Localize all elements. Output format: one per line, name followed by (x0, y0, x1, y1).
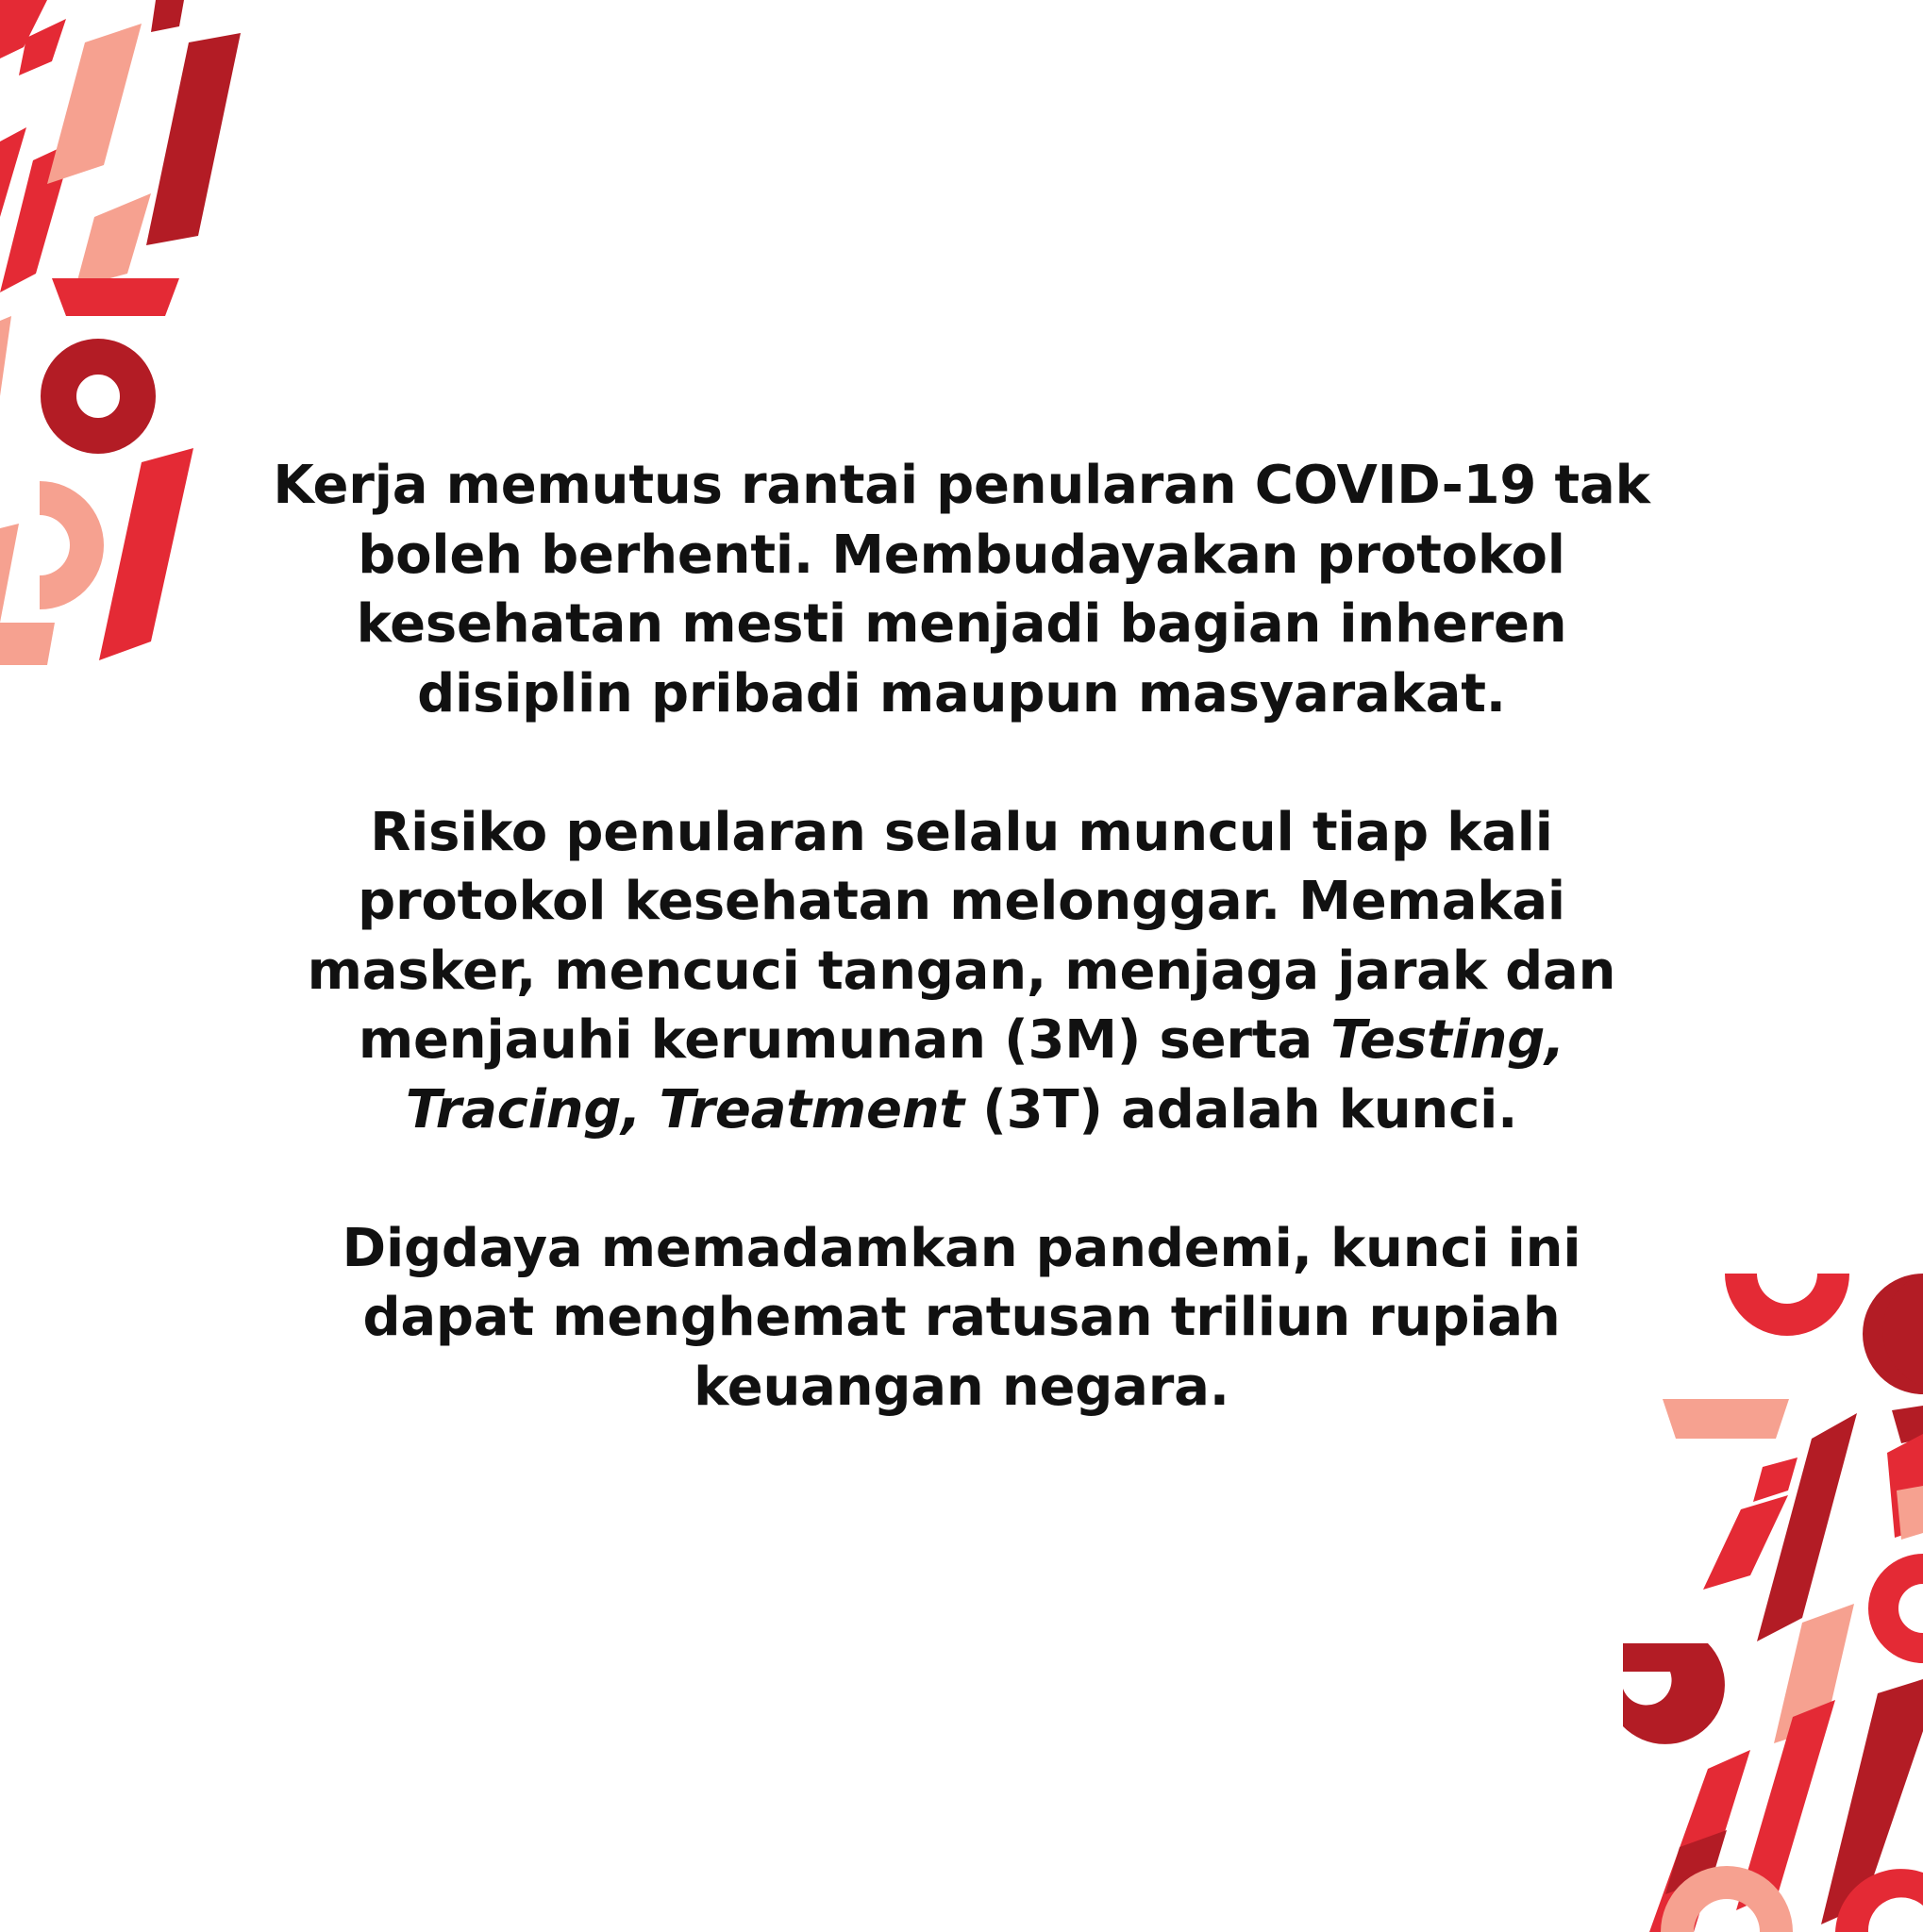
paragraph-2 (264, 798, 1659, 1145)
paragraph-2-line-5 (264, 1075, 1659, 1145)
paragraph-1-line-4: disiplin pribadi maupun masyarakat. (417, 662, 1506, 724)
paragraph-3 (264, 1214, 1659, 1423)
main-text (264, 451, 1659, 1422)
paragraph-1-line-1: Kerja memutus rantai penularan COVID-19 tak (273, 455, 1650, 516)
paragraph-2-line-2: protokol kesehatan melonggar. Memakai (358, 871, 1565, 932)
paragraph-3-line-2: dapat menghemat ratusan triliun rupiah (362, 1287, 1561, 1348)
paragraph-2-line-1: Risiko penularan selalu muncul tiap kali (370, 801, 1553, 863)
paragraph-2-line-3: masker, mencuci tangan, menjaga jarak dan (307, 940, 1616, 1002)
paragraph-2-line-4 (264, 1006, 1659, 1075)
paragraph-1-line-3: kesehatan mesti menjadi bagian inheren (356, 593, 1567, 655)
paragraph-2-line-4-text: menjauhi kerumunan (3M) serta (358, 1009, 1331, 1071)
paragraph-2-line-5-text: (3T) adalah kunci. (963, 1078, 1518, 1141)
italic-tracing-treatment: Tracing, Treatment (405, 1078, 964, 1141)
paragraph-1-line-2: boleh berhenti. Membudayakan protokol (358, 524, 1565, 586)
paragraph-1 (264, 451, 1659, 728)
paragraph-3-line-3: keuangan negara. (694, 1356, 1229, 1418)
italic-testing: Testing, (1330, 1009, 1565, 1071)
paragraph-3-line-1: Digdaya memadamkan pandemi, kunci ini (342, 1217, 1581, 1279)
